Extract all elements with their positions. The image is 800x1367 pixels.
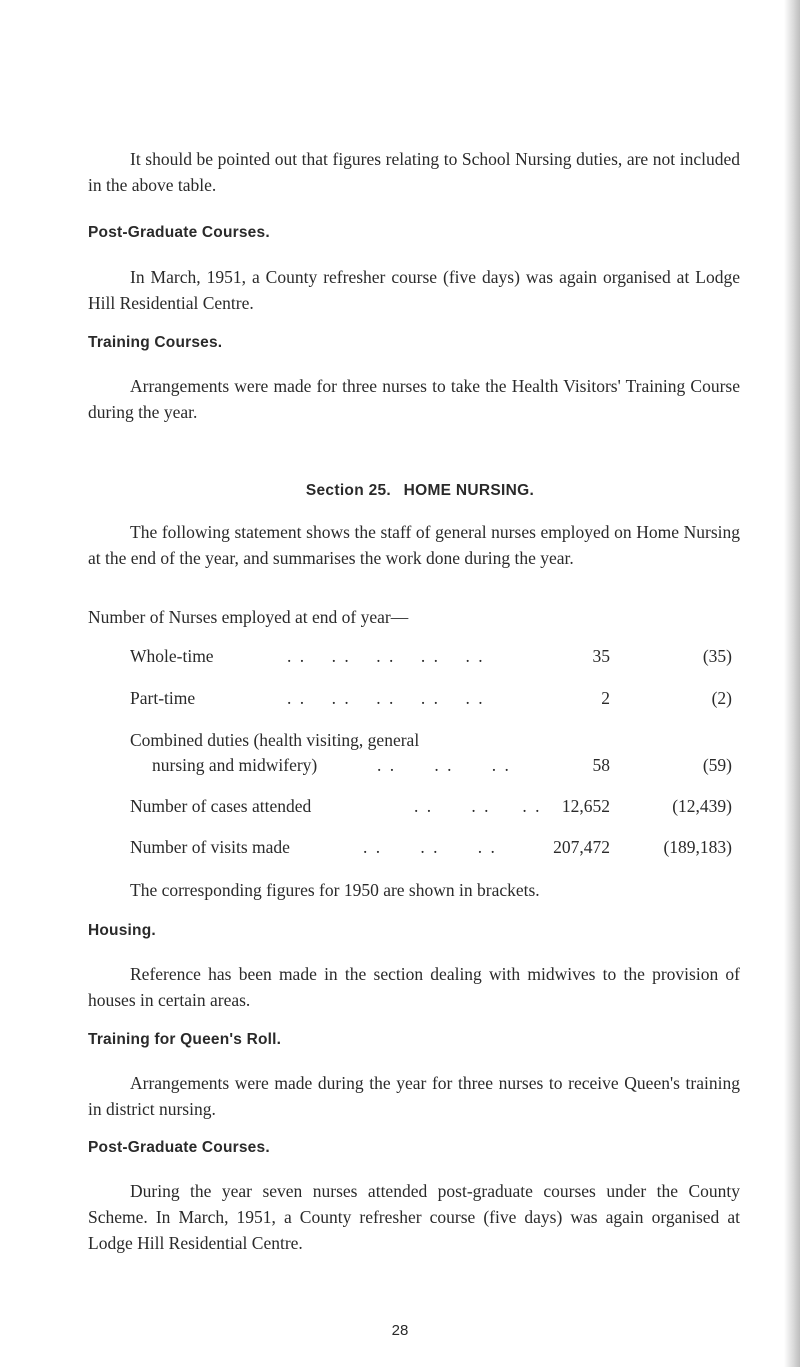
table-row	[130, 688, 740, 714]
training-courses-paragraph: Arrangements were made for three nurses to take the Health Visitors' Training Course during the year.	[88, 376, 740, 422]
table-row	[130, 837, 740, 863]
queens-roll-paragraph: Arrangements were made during the year for three nurses to receive Queen's training in district nursing.	[88, 1073, 740, 1119]
housing-paragraph: Reference has been made in the section dealing with midwives to the provision of houses in certain areas.	[88, 964, 740, 1010]
post-graduate-paragraph-1: In March, 1951, a County refresher course (five days) was again organised at Lodge Hill Residential Centre.	[88, 267, 740, 313]
leader-dots: . . . . . .	[414, 796, 542, 816]
leader-dots: . . . . . .	[377, 755, 511, 775]
row-label: Number of visits made	[130, 837, 290, 857]
section-title	[0, 482, 800, 500]
training-courses-heading: Training Courses.	[88, 334, 223, 351]
row-previous-value: (2)	[711, 688, 732, 708]
row-previous-value: (12,439)	[672, 796, 732, 816]
intro-paragraph: It should be pointed out that figures relating to School Nursing duties, are not included in the above table.	[88, 149, 740, 195]
leader-dots: . . . . . .	[363, 837, 497, 857]
row-label: nursing and midwifery)	[152, 755, 318, 775]
row-previous-value: (59)	[702, 755, 732, 775]
statement-paragraph: The following statement shows the staff of general nurses employed on Home Nursing at the end of the year, and summarises the work done during the year.	[88, 522, 740, 568]
section-number: Section 25.	[305, 482, 392, 499]
row-label: Whole-time	[130, 646, 214, 666]
table-row-label-line	[130, 730, 740, 756]
row-previous-value: (35)	[702, 646, 732, 666]
page-edge-shadow	[784, 0, 800, 1367]
post-graduate-heading-1: Post-Graduate Courses.	[88, 224, 270, 241]
table-row	[130, 755, 740, 781]
post-graduate-heading-2: Post-Graduate Courses.	[88, 1139, 270, 1156]
section-heading: HOME NURSING.	[403, 482, 535, 499]
row-previous-value: (189,183)	[663, 837, 732, 857]
leader-dots: . . . . . . . . . .	[287, 688, 485, 708]
table-row	[130, 796, 740, 822]
leader-dots: . . . . . . . . . .	[287, 646, 485, 666]
table-row	[130, 646, 740, 672]
queens-roll-heading: Training for Queen's Roll.	[88, 1031, 282, 1048]
post-graduate-paragraph-2: During the year seven nurses attended post-graduate courses under the County Scheme. In March, 1951, a County refresher course (five days) was again organised at Lodge Hill Residential Centre.	[88, 1181, 740, 1253]
row-label: Part-time	[130, 688, 196, 708]
row-value: 35	[592, 646, 610, 666]
row-label: Number of cases attended	[130, 796, 312, 816]
brackets-note: The corresponding figures for 1950 are shown in brackets.	[130, 880, 540, 900]
housing-heading: Housing.	[88, 922, 156, 939]
page-number: 28	[391, 1322, 409, 1339]
row-value: 207,472	[553, 837, 610, 857]
row-value: 2	[601, 688, 610, 708]
nurses-header: Number of Nurses employed at end of year—	[88, 607, 409, 627]
row-value: 58	[592, 755, 610, 775]
row-label-line1: Combined duties (health visiting, general	[130, 730, 420, 750]
row-value: 12,652	[561, 796, 610, 816]
